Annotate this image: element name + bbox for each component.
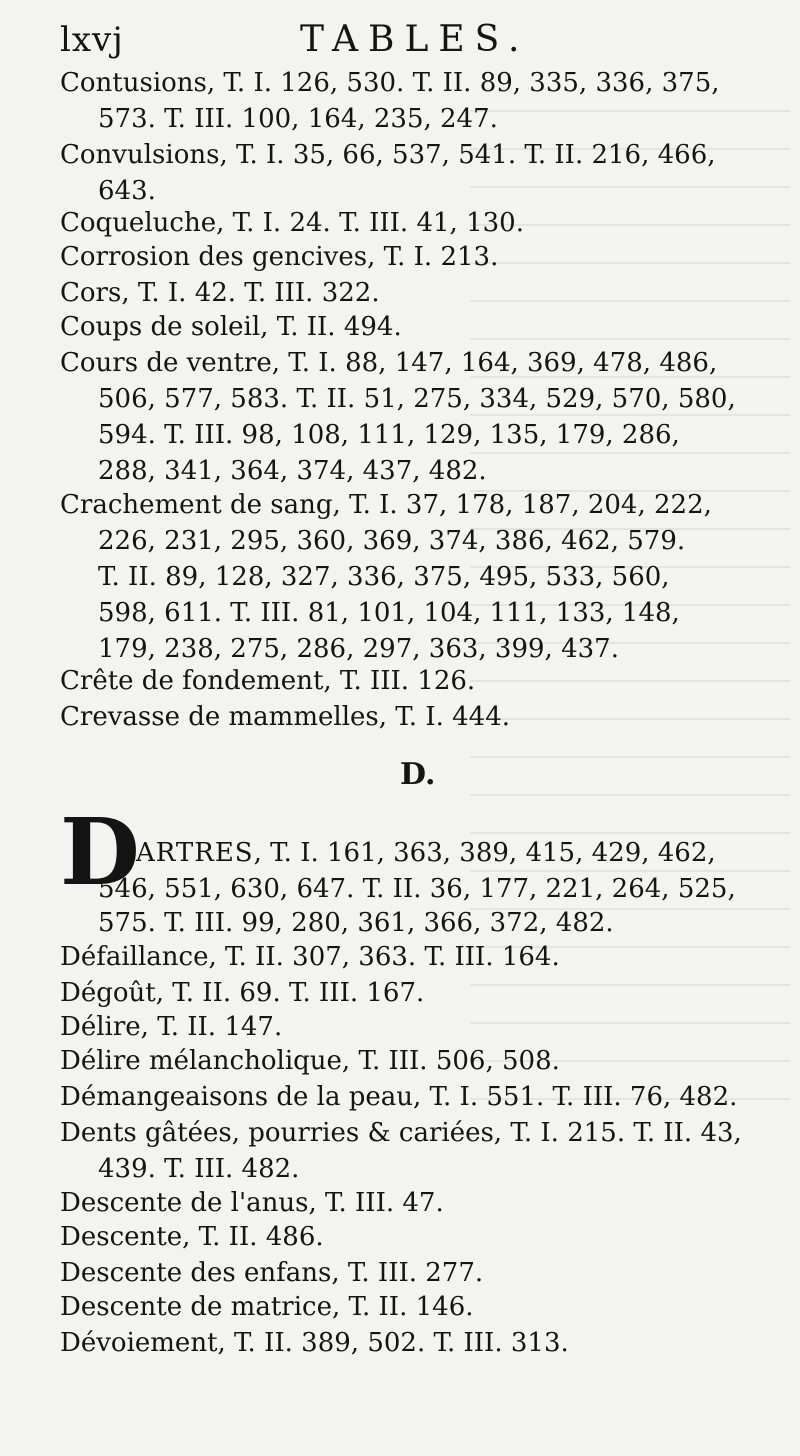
entry-line: Dents gâtées, pourries & cariées, T. I. 215. T. II. 43, [60,1118,742,1148]
index-entry-crete-de-fondement [60,664,785,698]
index-entry-descente-des-enfans [60,1256,785,1290]
index-entry-crevasse-de-mammelles [60,700,785,734]
entry-line: Crevasse de mammelles, T. I. 444. [60,702,511,732]
entry-line: 179, 238, 275, 286, 297, 363, 399, 437. [98,634,619,664]
index-entry-coups-de-soleil [60,310,785,344]
index-entry-devoiement [60,1326,785,1360]
entry-line: Descente des enfans, T. III. 277. [60,1258,484,1288]
index-entry-dartres [136,836,716,870]
index-entry-contusions [60,66,785,136]
index-entry-descente [60,1220,785,1254]
index-entry-dents-gatees [60,1116,785,1186]
page-number: lxvj [60,20,124,60]
entry-line: Corrosion des gencives, T. I. 213. [60,242,499,272]
index-entry-degout [60,976,785,1010]
section-heading-d: D. [400,757,436,792]
entry-line: Convulsions, T. I. 35, 66, 537, 541. T. II. 216, 466, [60,140,716,170]
entry-line: Coqueluche, T. I. 24. T. III. 41, 130. [60,208,524,238]
index-entry-demangeaisons-de-la-peau [60,1080,785,1114]
entry-line: Cours de ventre, T. I. 88, 147, 164, 369, 478, 486, [60,348,718,378]
index-entry-descente-de-matrice [60,1290,785,1324]
entry-line: Dévoiement, T. II. 389, 502. T. III. 313. [60,1328,569,1358]
entry-line: Délire, T. II. 147. [60,1012,283,1042]
entry-line: 226, 231, 295, 360, 369, 374, 386, 462, 579. [98,526,686,556]
entry-line: Descente, T. II. 486. [60,1222,324,1252]
index-entry-coqueluche [60,206,785,240]
entry-line: Délire mélancholique, T. III. 506, 508. [60,1046,560,1076]
entry-line: Descente de matrice, T. II. 146. [60,1292,474,1322]
drop-cap: D [60,798,140,906]
index-entry-descente-de-l-anus [60,1186,785,1220]
entry-line: Contusions, T. I. 126, 530. T. II. 89, 335, 336, 375, [60,68,720,98]
index-entry-cors [60,276,785,310]
entry-line: 643. [98,176,156,206]
entry-line: Cors, T. I. 42. T. III. 322. [60,278,380,308]
index-entry-convulsions [60,138,785,208]
entry-line: Descente de l'anus, T. III. 47. [60,1188,444,1218]
index-entry-crachement-de-sang [60,488,785,666]
entry-line: Dégoût, T. II. 69. T. III. 167. [60,978,425,1008]
index-entry-defaillance [60,940,785,974]
entry-headword: ARTRES [136,838,254,868]
running-head: TABLES. [300,19,530,60]
entry-line: 439. T. III. 482. [98,1154,300,1184]
entry-line: Démangeaisons de la peau, T. I. 551. T. III. 76, 482. [60,1082,738,1112]
entry-line: T. II. 89, 128, 327, 336, 375, 495, 533, 560, [98,562,670,592]
entry-line: 575. T. III. 99, 280, 361, 366, 372, 482. [98,908,614,938]
entry-line: Défaillance, T. II. 307, 363. T. III. 164. [60,942,560,972]
index-entry-delire-melancholique [60,1044,785,1078]
index-entry-corrosion-des-gencives [60,240,785,274]
index-entry-delire [60,1010,785,1044]
entry-line: 573. T. III. 100, 164, 235, 247. [98,104,498,134]
entry-line: Crachement de sang, T. I. 37, 178, 187, 204, 222, [60,490,712,520]
entry-line: 506, 577, 583. T. II. 51, 275, 334, 529, 570, 580, [98,384,736,414]
entry-line: Coups de soleil, T. II. 494. [60,312,402,342]
entry-line: 288, 341, 364, 374, 437, 482. [98,456,487,486]
entry-line: 594. T. III. 98, 108, 111, 129, 135, 179, 286, [98,420,680,450]
entry-line: 598, 611. T. III. 81, 101, 104, 111, 133, 148, [98,598,680,628]
entry-references: , T. I. 161, 363, 389, 415, 429, 462, [253,838,716,868]
entry-line: Crête de fondement, T. III. 126. [60,666,476,696]
index-entry-cours-de-ventre [60,346,785,488]
entry-line: 546, 551, 630, 647. T. II. 36, 177, 221, 264, 525, [98,874,736,904]
